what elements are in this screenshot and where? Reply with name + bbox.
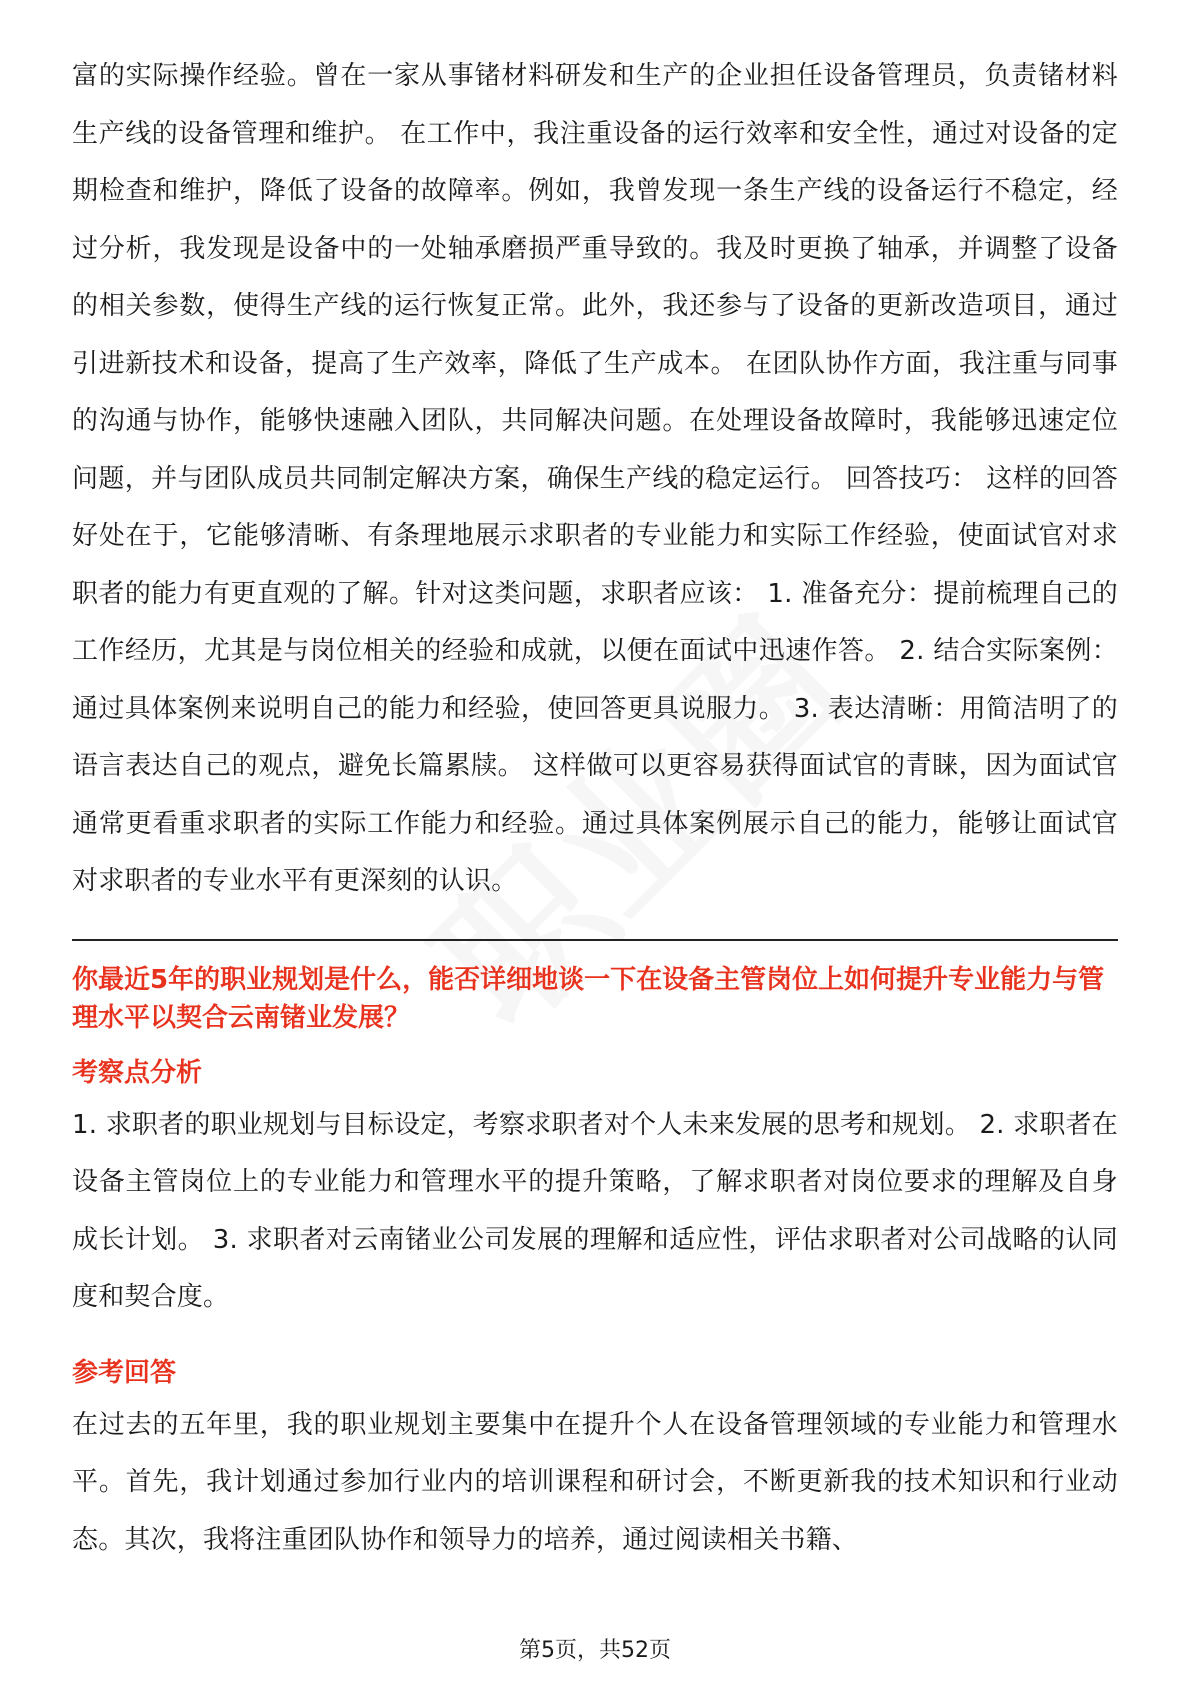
reference-answer-heading: 参考回答 (72, 1357, 177, 1388)
reference-answer-paragraph: 在过去的五年里，我的职业规划主要集中在提升个人在设备管理领域的专业能力和管理水平。首先，我计划通过参加行业内的培训课程和研讨会，不断更新我的技术知识和行业动态。其次，我将注重团队协作和领导力的培养，通过阅读相关书籍、 (72, 1409, 1118, 1555)
page-content (72, 48, 1118, 1569)
analysis-paragraph: 1. 求职者的职业规划与目标设定，考察求职者对个人未来发展的思考和规划。 2. 求职者在设备主管岗位上的专业能力和管理水平的提升策略，了解求职者对岗位要求的理解及自身成长计划。 3. 求职者对云南锗业公司发展的理解和适应性，评估求职者对公司战略的认同度和契合度。 (72, 1109, 1118, 1312)
analysis-heading: 考察点分析 (72, 1057, 203, 1088)
section-divider (72, 939, 1118, 941)
page-number: 第5页，共52页 (519, 1638, 671, 1663)
interview-question: 你最近5年的职业规划是什么，能否详细地谈一下在设备主管岗位上如何提升专业能力与管理水平以契合云南锗业发展？ (72, 964, 1105, 1033)
answer-continuation-paragraph: 富的实际操作经验。曾在一家从事锗材料研发和生产的企业担任设备管理员，负责锗材料生产线的设备管理和维护。 在工作中，我注重设备的运行效率和安全性，通过对设备的定期检查和维护，降低了设备的故障率。例如，我曾发现一条生产线的设备运行不稳定，经过分析，我发现是设备中的一处轴承磨损严重导致的。我及时更换了轴承，并调整了设备的相关参数，使得生产线的运行恢复正常。此外，我还参与了设备的更新改造项目，通过引进新技术和设备，提高了生产效率，降低了生产成本。 在团队协作方面，我注重与同事的沟通与协作，能够快速融入团队，共同解决问题。在处理设备故障时，我能够迅速定位问题，并与团队成员共同制定解决方案，确保生产线的稳定运行。 回答技巧： 这样的回答好处在于，它能够清晰、有条理地展示求职者的专业能力和实际工作经验，使面试官对求职者的能力有更直观的了解。针对这类问题，求职者应该： 1. 准备充分：提前梳理自己的工作经历，尤其是与岗位相关的经验和成就，以便在面试中迅速作答。 2. 结合实际案例：通过具体案例来说明自己的能力和经验，使回答更具说服力。 3. 表达清晰：用简洁明了的语言表达自己的观点，避免长篇累牍。 这样做可以更容易获得面试官的青睐，因为面试官通常更看重求职者的实际工作能力和经验。通过具体案例展示自己的能力，能够让面试官对求职者的专业水平有更深刻的认识。 (72, 61, 1118, 896)
